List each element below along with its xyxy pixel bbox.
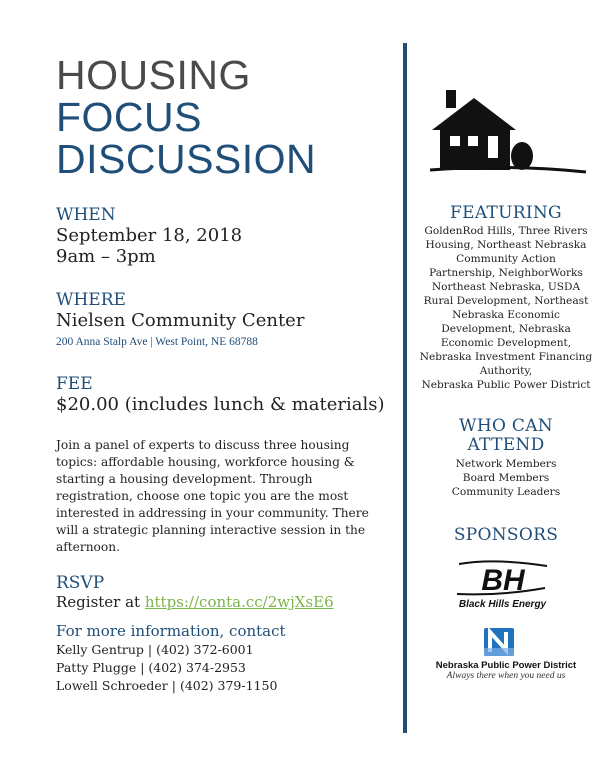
featuring-line: Community Action: [456, 253, 556, 265]
rsvp-section: [56, 573, 334, 612]
when-heading: WHEN: [56, 205, 116, 225]
featuring-line: Nebraska Investment Financing: [419, 351, 593, 363]
who-item: Network Members: [455, 458, 557, 470]
featuring-line: Nebraska Economic: [452, 309, 560, 321]
who-heading-line-2: ATTEND: [467, 435, 545, 455]
event-description: Join a panel of experts to discuss three housing topics: affordable housing, workforce housing & starting a housing development. Through registration, choose one topic you are the most interested in addressing in your community. There will a strategic planning interactive session in the afternoon.: [56, 438, 369, 554]
page-title: [56, 54, 386, 180]
venue-address: 200 Anna Stalp Ave | West Point, NE 68788: [56, 336, 258, 348]
contact-heading: For more information, contact: [56, 622, 286, 640]
contact-person: Patty Plugge | (402) 374-2953: [56, 660, 246, 675]
featuring-line: Authority,: [479, 365, 533, 377]
sponsors-section: [412, 526, 600, 545]
contact-section: [56, 622, 286, 695]
featuring-line: Nebraska Public Power District: [421, 379, 591, 391]
column-divider: [403, 43, 407, 733]
title-line-2: FOCUS: [56, 94, 202, 140]
house-icon: [430, 90, 590, 182]
event-date: September 18, 2018: [56, 225, 243, 246]
event-time: 9am – 3pm: [56, 246, 156, 267]
featuring-line: Development, Nebraska: [441, 323, 571, 335]
fee-heading: FEE: [56, 374, 93, 394]
nppd-logo-icon: [484, 628, 514, 660]
featuring-heading: FEATURING: [450, 203, 562, 223]
sponsors-heading: SPONSORS: [453, 525, 559, 545]
venue-name: Nielsen Community Center: [56, 310, 305, 331]
bh-letters: BH: [481, 564, 525, 596]
black-hills-energy-logo: [455, 560, 550, 610]
featuring-line: Partnership, NeighborWorks: [429, 267, 583, 279]
who-item: Community Leaders: [451, 486, 561, 498]
featuring-line: GoldenRod Hills, Three Rivers: [424, 225, 588, 237]
where-heading: WHERE: [56, 290, 126, 310]
featuring-line: Northeast Nebraska, USDA: [431, 281, 581, 293]
title-line-1: HOUSING: [56, 52, 251, 98]
rsvp-prefix: Register at: [56, 593, 145, 611]
featuring-section: [412, 204, 600, 392]
title-line-3: DISCUSSION: [56, 136, 317, 182]
where-section: [56, 290, 304, 350]
who-item: Board Members: [462, 472, 550, 484]
when-section: [56, 205, 242, 267]
rsvp-heading: RSVP: [56, 573, 105, 593]
contact-person: Kelly Gentrup | (402) 372-6001: [56, 642, 254, 657]
nppd-name: Nebraska Public Power District: [435, 660, 577, 671]
featuring-line: Rural Development, Northeast: [423, 295, 589, 307]
nppd-text: [412, 660, 600, 681]
nppd-tagline: Always there when you need us: [446, 671, 566, 681]
featuring-line: Housing, Northeast Nebraska: [425, 239, 587, 251]
fee-amount: $20.00 (includes lunch & materials): [56, 394, 385, 415]
bh-logo-text: Black Hills Energy: [458, 599, 547, 610]
featuring-line: Economic Development,: [440, 337, 572, 349]
who-heading-line-1: WHO CAN: [459, 416, 553, 436]
rsvp-line: [56, 593, 334, 612]
contact-person: Lowell Schroeder | (402) 379-1150: [56, 678, 278, 693]
featuring-list: [412, 224, 600, 392]
rsvp-link[interactable]: https://conta.cc/2wjXsE6: [144, 593, 334, 611]
who-section: [412, 417, 600, 499]
fee-section: [56, 374, 385, 415]
